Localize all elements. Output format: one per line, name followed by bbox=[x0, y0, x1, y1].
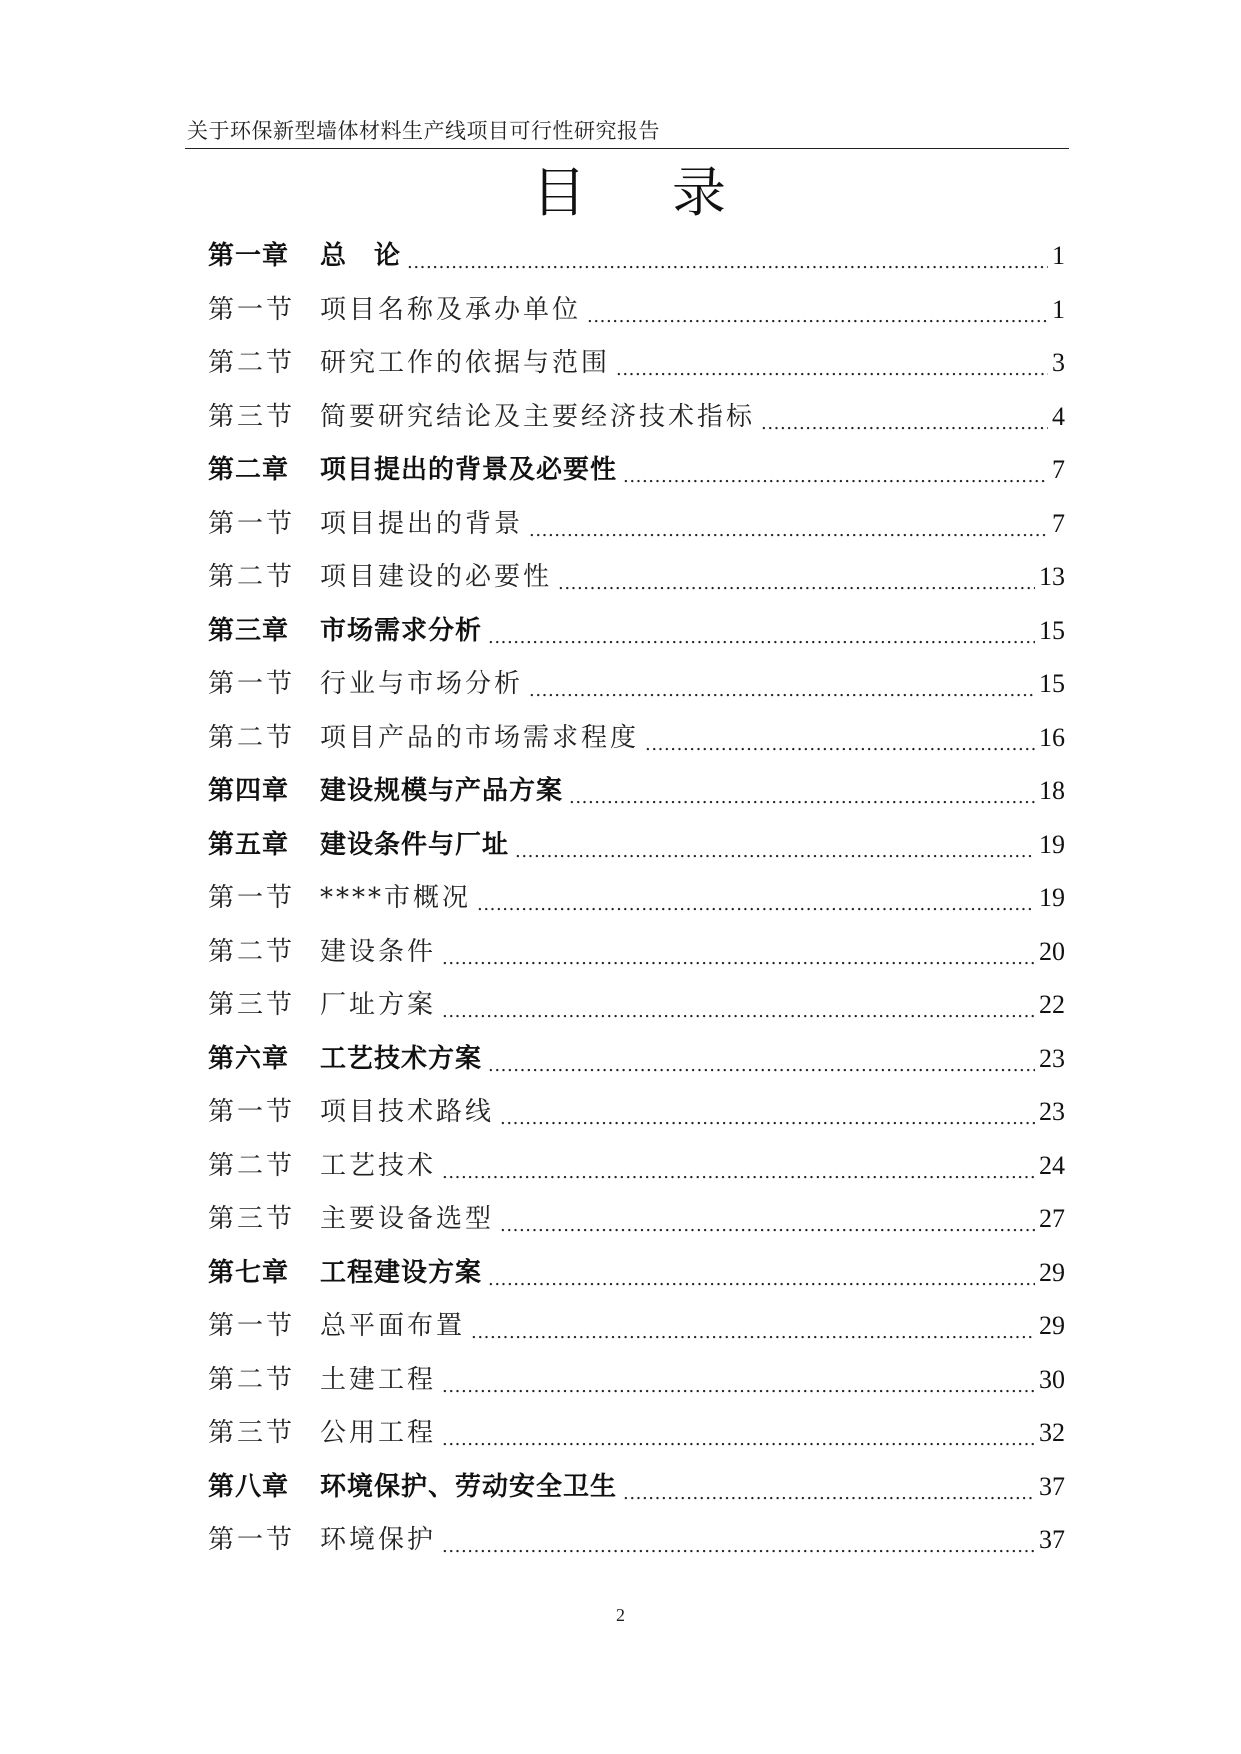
toc-dot-leader bbox=[488, 1051, 1035, 1075]
toc-entry-title: 建设条件 bbox=[320, 936, 437, 967]
toc-entry-label: 第三节 bbox=[208, 401, 296, 432]
toc-entry-page: 22 bbox=[1039, 990, 1065, 1019]
toc-dot-leader bbox=[488, 623, 1035, 647]
toc-section-entry[interactable] bbox=[208, 1356, 1065, 1396]
toc-entry-title: 建设规模与产品方案 bbox=[320, 776, 564, 806]
toc-entry-label: 第五章 bbox=[208, 829, 290, 860]
toc-dot-leader bbox=[407, 248, 1048, 272]
toc-entry-page: 15 bbox=[1039, 615, 1065, 645]
toc-entry-title: 项目提出的背景及必要性 bbox=[320, 455, 618, 485]
toc-entry-label: 第一节 bbox=[208, 508, 296, 539]
toc-entry-page: 29 bbox=[1039, 1257, 1065, 1287]
toc-entry-page: 20 bbox=[1039, 936, 1065, 966]
toc-dot-leader bbox=[645, 730, 1035, 754]
toc-chapter-entry[interactable] bbox=[208, 607, 1065, 647]
toc-dot-leader bbox=[488, 1265, 1035, 1289]
toc-entry-label: 第三节 bbox=[208, 990, 296, 1020]
toc-entry-label: 第一节 bbox=[208, 883, 296, 913]
toc-dot-leader bbox=[529, 676, 1035, 700]
toc-entry-label: 第七章 bbox=[208, 1257, 290, 1288]
toc-entry-page: 32 bbox=[1039, 1418, 1065, 1447]
running-header: 关于环保新型墙体材料生产线项目可行性研究报告 bbox=[187, 119, 660, 143]
toc-dot-leader bbox=[558, 569, 1035, 593]
toc-section-entry[interactable] bbox=[208, 553, 1065, 593]
toc-entry-title: 土建工程 bbox=[320, 1364, 437, 1395]
toc-dot-leader bbox=[515, 837, 1035, 861]
toc-entry-title: 主要设备选型 bbox=[320, 1204, 495, 1234]
toc-entry-label: 第一章 bbox=[208, 241, 290, 271]
toc-chapter-entry[interactable] bbox=[208, 821, 1065, 861]
toc-entry-page: 18 bbox=[1039, 776, 1065, 805]
toc-dot-leader bbox=[616, 355, 1048, 379]
toc-dot-leader bbox=[442, 944, 1035, 968]
toc-entry-page: 30 bbox=[1039, 1364, 1065, 1394]
toc-chapter-entry[interactable] bbox=[208, 1035, 1065, 1075]
toc-dot-leader bbox=[500, 1211, 1035, 1235]
toc-dot-leader bbox=[623, 1479, 1035, 1503]
toc-entry-page: 37 bbox=[1039, 1471, 1065, 1501]
toc-entry-label: 第一节 bbox=[208, 1097, 296, 1127]
toc-dot-leader bbox=[442, 997, 1035, 1021]
toc-entry-label: 第三章 bbox=[208, 615, 290, 646]
toc-entry-page: 23 bbox=[1039, 1097, 1065, 1126]
toc-chapter-entry[interactable] bbox=[208, 446, 1065, 486]
toc-chapter-entry[interactable] bbox=[208, 1463, 1065, 1503]
toc-section-entry[interactable] bbox=[208, 660, 1065, 700]
toc-entry-label: 第二节 bbox=[208, 348, 296, 378]
toc-entry-page: 19 bbox=[1039, 883, 1065, 912]
toc-entry-page: 37 bbox=[1039, 1525, 1065, 1554]
toc-entry-page: 1 bbox=[1052, 241, 1065, 270]
toc-entry-title: 总 论 bbox=[320, 241, 402, 271]
toc-entry-page: 27 bbox=[1039, 1204, 1065, 1233]
toc-section-entry[interactable] bbox=[208, 286, 1065, 326]
toc-section-entry[interactable] bbox=[208, 714, 1065, 754]
toc-dot-leader bbox=[500, 1104, 1035, 1128]
toc-entry-title: 工艺技术 bbox=[320, 1150, 437, 1181]
toc-chapter-entry[interactable] bbox=[208, 767, 1065, 807]
toc-title-char-1: 目 bbox=[532, 161, 586, 224]
toc-section-entry[interactable] bbox=[208, 981, 1065, 1021]
toc-entry-label: 第八章 bbox=[208, 1471, 290, 1502]
toc-entry-label: 第二节 bbox=[208, 1150, 296, 1181]
toc-entry-label: 第六章 bbox=[208, 1043, 290, 1074]
toc-section-entry[interactable] bbox=[208, 1409, 1065, 1449]
toc-dot-leader bbox=[529, 516, 1048, 540]
toc-dot-leader bbox=[623, 462, 1048, 486]
toc-dot-leader bbox=[569, 783, 1035, 807]
toc-entry-page: 24 bbox=[1039, 1150, 1065, 1180]
toc-section-entry[interactable] bbox=[208, 874, 1065, 914]
toc-section-entry[interactable] bbox=[208, 393, 1065, 433]
toc-entry-page: 1 bbox=[1052, 294, 1065, 324]
toc-entry-label: 第四章 bbox=[208, 776, 290, 806]
toc-entry-title: 建设条件与厂址 bbox=[320, 829, 510, 860]
toc-section-entry[interactable] bbox=[208, 339, 1065, 379]
toc-entry-label: 第三节 bbox=[208, 1418, 296, 1448]
toc-dot-leader bbox=[471, 1318, 1035, 1342]
toc-dot-leader bbox=[442, 1372, 1035, 1396]
toc-entry-title: 环境保护、劳动安全卫生 bbox=[320, 1471, 618, 1502]
toc-entry-title: ****市概况 bbox=[320, 883, 472, 913]
toc-entry-title: 项目名称及承办单位 bbox=[320, 294, 582, 325]
toc-section-entry[interactable] bbox=[208, 1195, 1065, 1235]
toc-entry-label: 第一节 bbox=[208, 1311, 296, 1341]
toc-dot-leader bbox=[477, 890, 1035, 914]
toc-entry-label: 第一节 bbox=[208, 294, 296, 325]
toc-title-char-2: 录 bbox=[672, 161, 726, 224]
toc-section-entry[interactable] bbox=[208, 1088, 1065, 1128]
toc-entry-title: 环境保护 bbox=[320, 1525, 437, 1555]
toc-dot-leader bbox=[442, 1532, 1035, 1556]
toc-chapter-entry[interactable] bbox=[208, 232, 1065, 272]
toc-entry-label: 第三节 bbox=[208, 1204, 296, 1234]
toc-entry-title: 项目建设的必要性 bbox=[320, 562, 553, 592]
toc-entry-title: 项目技术路线 bbox=[320, 1097, 495, 1127]
toc-entry-page: 16 bbox=[1039, 722, 1065, 752]
toc-entry-title: 总平面布置 bbox=[320, 1311, 466, 1341]
toc-entry-page: 29 bbox=[1039, 1311, 1065, 1340]
toc-entry-label: 第二节 bbox=[208, 562, 296, 592]
toc-entry-label: 第二节 bbox=[208, 936, 296, 967]
page-number: 2 bbox=[616, 1605, 625, 1625]
toc-chapter-entry[interactable] bbox=[208, 1249, 1065, 1289]
toc-entry-title: 公用工程 bbox=[320, 1418, 437, 1448]
toc-dot-leader bbox=[442, 1158, 1035, 1182]
toc-dot-leader bbox=[442, 1425, 1035, 1449]
toc-dot-leader bbox=[587, 302, 1048, 326]
toc-entry-page: 19 bbox=[1039, 829, 1065, 859]
toc-entry-page: 7 bbox=[1052, 508, 1065, 538]
toc-entry-title: 厂址方案 bbox=[320, 990, 437, 1020]
toc-entry-page: 4 bbox=[1052, 401, 1065, 431]
toc-entry-page: 23 bbox=[1039, 1043, 1065, 1073]
toc-entry-label: 第一节 bbox=[208, 1525, 296, 1555]
toc-entry-label: 第一节 bbox=[208, 669, 296, 699]
toc-entry-title: 项目提出的背景 bbox=[320, 508, 524, 539]
toc-entry-label: 第二节 bbox=[208, 722, 296, 753]
toc-section-entry[interactable] bbox=[208, 1142, 1065, 1182]
toc-entry-title: 简要研究结论及主要经济技术指标 bbox=[320, 401, 756, 432]
toc-section-entry[interactable] bbox=[208, 1516, 1065, 1556]
toc-entry-title: 工程建设方案 bbox=[320, 1257, 483, 1288]
toc-entry-label: 第二节 bbox=[208, 1364, 296, 1395]
toc-entry-title: 行业与市场分析 bbox=[320, 669, 524, 699]
toc-dot-leader bbox=[761, 409, 1048, 433]
toc-entry-page: 15 bbox=[1039, 669, 1065, 698]
toc-entry-title: 项目产品的市场需求程度 bbox=[320, 722, 640, 753]
toc-section-entry[interactable] bbox=[208, 1302, 1065, 1342]
toc-entry-page: 13 bbox=[1039, 562, 1065, 591]
toc-section-entry[interactable] bbox=[208, 928, 1065, 968]
toc-entry-page: 7 bbox=[1052, 455, 1065, 484]
toc-entry-page: 3 bbox=[1052, 348, 1065, 377]
toc-section-entry[interactable] bbox=[208, 500, 1065, 540]
toc-entry-title: 研究工作的依据与范围 bbox=[320, 348, 611, 378]
toc-entry-title: 市场需求分析 bbox=[320, 615, 483, 646]
toc-entry-label: 第二章 bbox=[208, 455, 290, 485]
toc-entry-title: 工艺技术方案 bbox=[320, 1043, 483, 1074]
